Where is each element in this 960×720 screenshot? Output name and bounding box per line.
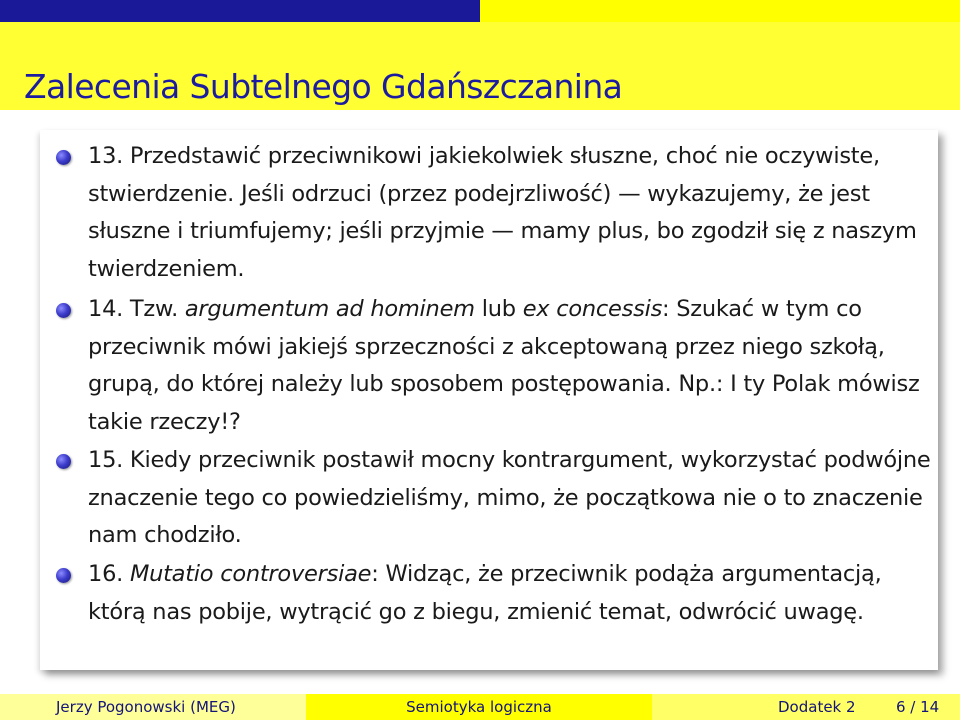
page-title: Zalecenia Subtelnego Gdańszczanina bbox=[24, 67, 623, 106]
item-text-italic: ex concessis bbox=[522, 296, 663, 322]
item-text-italic: Mutatio controversiae bbox=[129, 561, 372, 587]
item-text bbox=[88, 291, 933, 441]
top-bar-left-segment bbox=[0, 0, 480, 22]
item-text-part: 16. bbox=[88, 561, 130, 587]
bullet-icon bbox=[56, 454, 71, 469]
item-text: 13. Przedstawić przeciwnikowi jakiekolwiek słuszne, choć nie oczywiste, stwierdzenie. Jeśli odrzuci (przez podejrzliwość) — wykazujemy, że jest słuszne i triumfujemy; jeśli przyjmie — mamy plus, bo zgodził się z naszym twierdzeniem. bbox=[88, 143, 917, 282]
top-bar-right-segment bbox=[480, 0, 960, 22]
item-text-part: lub bbox=[474, 296, 523, 322]
content-block bbox=[40, 130, 938, 670]
item-text-part: : Szukać w tym co przeciwnik mówi jakiejś sprzeczności z akceptowaną przez niego szkołą, grupą, do której należy lub sposobem postępowania. Np.: I ty Polak mówisz takie rzeczy!? bbox=[88, 296, 920, 435]
item-text-part: 14. Tzw. bbox=[88, 296, 185, 322]
bullet-icon bbox=[56, 568, 71, 583]
bullet-icon bbox=[56, 303, 71, 318]
footer-page-number: 6 / 14 bbox=[896, 698, 940, 716]
footer-course-title: Semiotyka logiczna bbox=[306, 694, 652, 720]
footer-section-page bbox=[652, 694, 960, 720]
item-text bbox=[88, 556, 933, 631]
item-text-italic: argumentum ad hominem bbox=[184, 296, 475, 322]
item-text-part: : Widząc, że przeciwnik podąża argumentacją, którą nas pobije, wytrącić go z biegu, zmienić temat, odwrócić uwagę. bbox=[88, 561, 882, 625]
footer-section: Dodatek 2 bbox=[778, 698, 856, 716]
footer-author: Jerzy Pogonowski (MEG) bbox=[0, 694, 306, 720]
item-text: 15. Kiedy przeciwnik postawił mocny kontrargument, wykorzystać podwójne znaczenie tego co powiedzieliśmy, mimo, że początkowa nie o to znaczenie nam chodziło. bbox=[88, 447, 931, 548]
frame-title-bar bbox=[0, 22, 960, 110]
footer-bar bbox=[0, 694, 960, 720]
top-navigation-bar bbox=[0, 0, 960, 22]
bullet-icon bbox=[56, 150, 71, 165]
